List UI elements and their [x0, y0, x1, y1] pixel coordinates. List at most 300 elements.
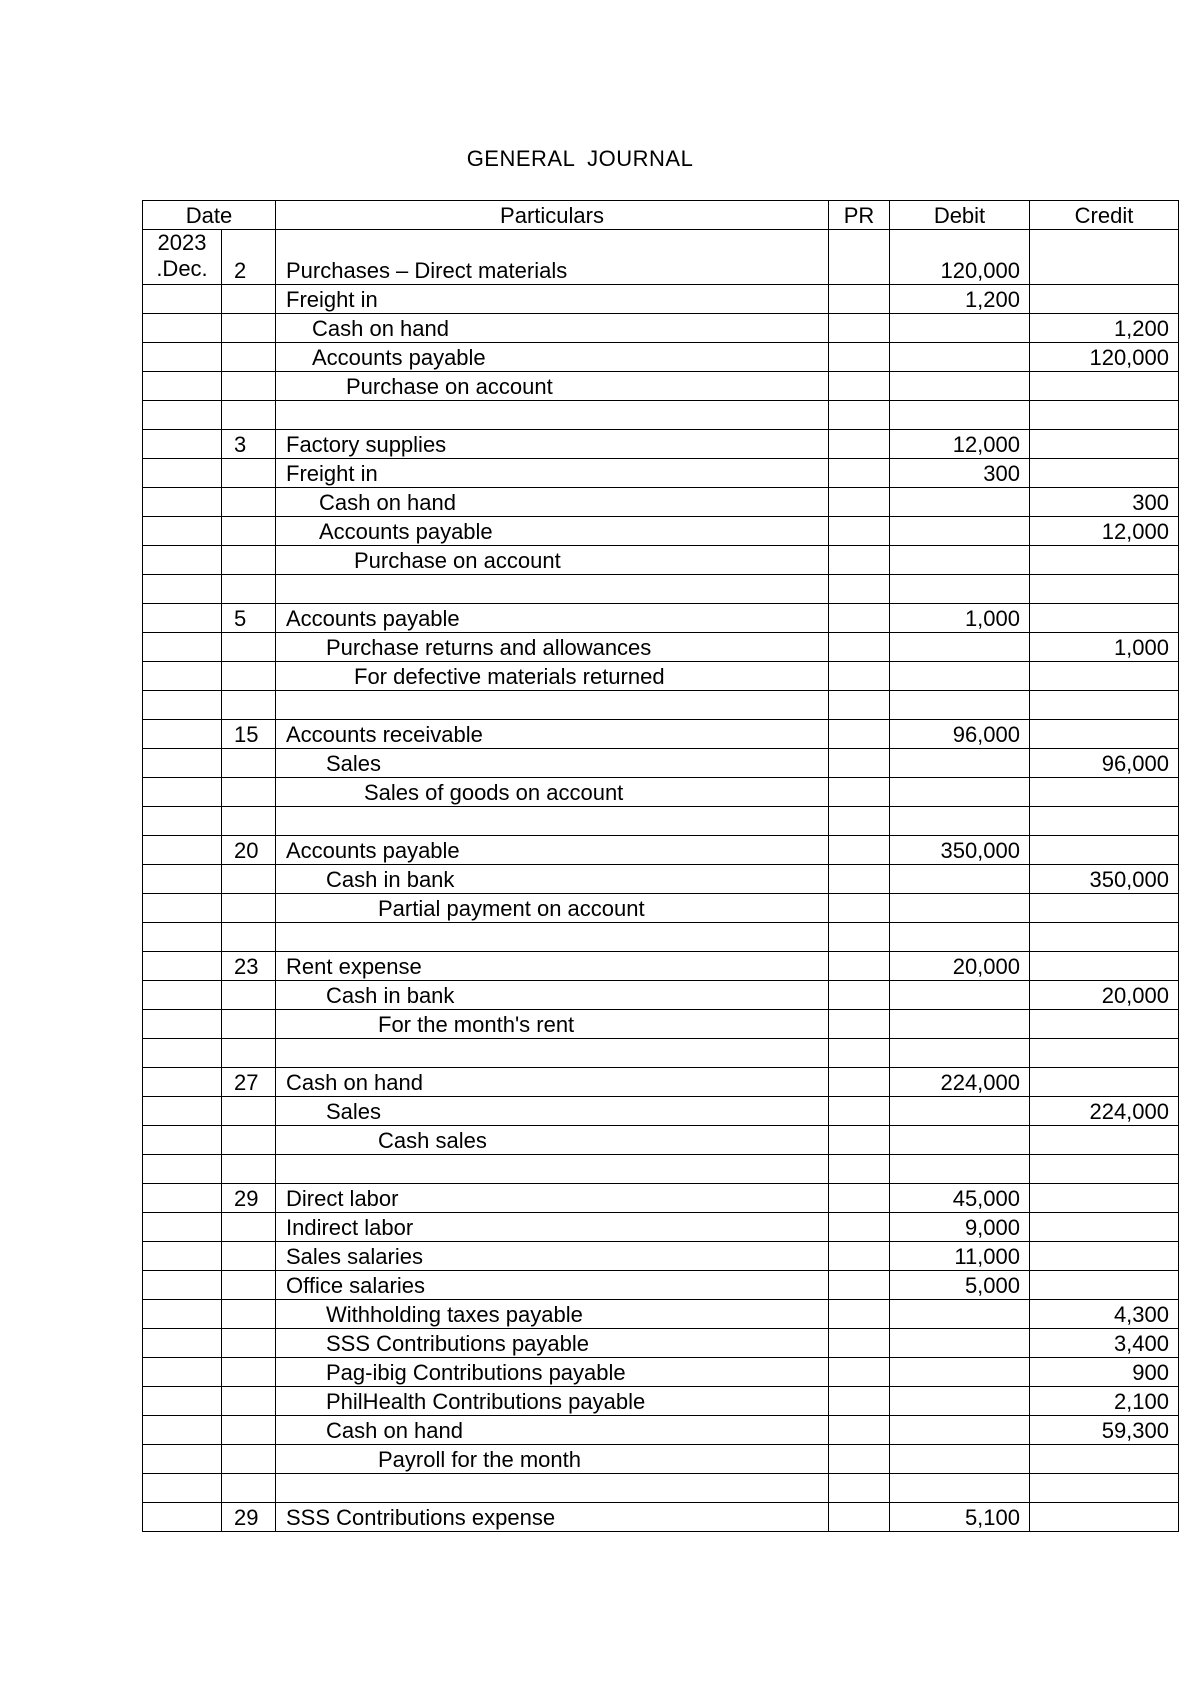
debit-cell: 20,000	[890, 952, 1030, 981]
journal-row	[143, 314, 1179, 343]
journal-row	[143, 981, 1179, 1010]
credit-cell	[1030, 923, 1179, 952]
journal-row	[143, 691, 1179, 720]
pr-cell	[829, 894, 890, 923]
pr-cell	[829, 401, 890, 430]
debit-cell	[890, 1416, 1030, 1445]
credit-cell	[1030, 401, 1179, 430]
pr-cell	[829, 1387, 890, 1416]
journal-row	[143, 459, 1179, 488]
day-cell	[222, 691, 276, 720]
particulars-cell	[276, 691, 829, 720]
journal-row	[143, 1039, 1179, 1068]
day-cell	[222, 981, 276, 1010]
pr-cell	[829, 1300, 890, 1329]
pr-cell	[829, 517, 890, 546]
day-cell	[222, 575, 276, 604]
credit-cell	[1030, 546, 1179, 575]
debit-cell: 12,000	[890, 430, 1030, 459]
credit-cell	[1030, 1242, 1179, 1271]
day-cell	[222, 1126, 276, 1155]
particulars-cell: Direct labor	[276, 1184, 829, 1213]
debit-cell: 120,000	[890, 230, 1030, 285]
particulars-cell: For defective materials returned	[276, 662, 829, 691]
pr-cell	[829, 749, 890, 778]
debit-cell	[890, 1039, 1030, 1068]
particulars-cell: Accounts payable	[276, 604, 829, 633]
debit-cell	[890, 343, 1030, 372]
day-cell	[222, 1097, 276, 1126]
particulars-cell: Rent expense	[276, 952, 829, 981]
day-cell: 27	[222, 1068, 276, 1097]
date-month-cell	[143, 1068, 222, 1097]
particulars-cell: Sales	[276, 749, 829, 778]
credit-cell: 300	[1030, 488, 1179, 517]
pr-cell	[829, 1474, 890, 1503]
particulars-cell: Cash on hand	[276, 1068, 829, 1097]
pr-cell	[829, 1213, 890, 1242]
header-credit: Credit	[1030, 201, 1179, 230]
particulars-cell: Purchases – Direct materials	[276, 230, 829, 285]
header-date: Date	[143, 201, 276, 230]
debit-cell	[890, 923, 1030, 952]
pr-cell	[829, 1445, 890, 1474]
header-particulars: Particulars	[276, 201, 829, 230]
debit-cell	[890, 1387, 1030, 1416]
particulars-cell	[276, 1155, 829, 1184]
day-cell	[222, 343, 276, 372]
pr-cell	[829, 778, 890, 807]
particulars-cell: Sales	[276, 1097, 829, 1126]
day-cell	[222, 807, 276, 836]
journal-row	[143, 488, 1179, 517]
pr-cell	[829, 836, 890, 865]
journal-row	[143, 1329, 1179, 1358]
particulars-cell: Pag-ibig Contributions payable	[276, 1358, 829, 1387]
journal-row	[143, 1126, 1179, 1155]
date-month-cell	[143, 952, 222, 981]
journal-row	[143, 372, 1179, 401]
journal-row	[143, 1416, 1179, 1445]
header-row	[143, 201, 1179, 230]
credit-cell: 12,000	[1030, 517, 1179, 546]
journal-row	[143, 720, 1179, 749]
debit-cell	[890, 488, 1030, 517]
date-month-cell	[143, 1126, 222, 1155]
journal-row	[143, 1271, 1179, 1300]
date-month-cell	[143, 720, 222, 749]
date-month-cell	[143, 1271, 222, 1300]
pr-cell	[829, 807, 890, 836]
particulars-cell: SSS Contributions expense	[276, 1503, 829, 1532]
date-month-cell	[143, 343, 222, 372]
day-cell	[222, 1474, 276, 1503]
date-month-cell	[143, 807, 222, 836]
header-debit: Debit	[890, 201, 1030, 230]
pr-cell	[829, 314, 890, 343]
credit-cell	[1030, 720, 1179, 749]
particulars-cell: Indirect labor	[276, 1213, 829, 1242]
credit-cell: 350,000	[1030, 865, 1179, 894]
pr-cell	[829, 981, 890, 1010]
day-cell	[222, 1445, 276, 1474]
date-month-cell	[143, 662, 222, 691]
date-month-cell	[143, 865, 222, 894]
pr-cell	[829, 1068, 890, 1097]
day-cell	[222, 1329, 276, 1358]
debit-cell: 5,100	[890, 1503, 1030, 1532]
pr-cell	[829, 1503, 890, 1532]
date-month-cell	[143, 1329, 222, 1358]
debit-cell	[890, 1358, 1030, 1387]
credit-cell: 96,000	[1030, 749, 1179, 778]
date-month-cell	[143, 604, 222, 633]
date-month-cell	[143, 981, 222, 1010]
day-cell: 3	[222, 430, 276, 459]
day-cell	[222, 401, 276, 430]
credit-cell	[1030, 1039, 1179, 1068]
day-cell: 20	[222, 836, 276, 865]
pr-cell	[829, 343, 890, 372]
journal-row	[143, 662, 1179, 691]
particulars-cell: Cash in bank	[276, 865, 829, 894]
pr-cell	[829, 1155, 890, 1184]
credit-cell	[1030, 691, 1179, 720]
date-month-cell	[143, 1213, 222, 1242]
journal-row	[143, 1242, 1179, 1271]
particulars-cell: Purchase on account	[276, 546, 829, 575]
credit-cell	[1030, 1445, 1179, 1474]
particulars-cell: Accounts payable	[276, 343, 829, 372]
journal-row	[143, 836, 1179, 865]
credit-cell	[1030, 372, 1179, 401]
credit-cell	[1030, 662, 1179, 691]
debit-cell: 350,000	[890, 836, 1030, 865]
particulars-cell: Cash on hand	[276, 314, 829, 343]
date-month-cell	[143, 633, 222, 662]
date-month-cell	[143, 1010, 222, 1039]
journal-row	[143, 952, 1179, 981]
particulars-cell: Partial payment on account	[276, 894, 829, 923]
debit-cell	[890, 1126, 1030, 1155]
particulars-cell: Freight in	[276, 285, 829, 314]
debit-cell	[890, 778, 1030, 807]
date-month-cell	[143, 459, 222, 488]
particulars-cell: Cash sales	[276, 1126, 829, 1155]
pr-cell	[829, 372, 890, 401]
debit-cell	[890, 372, 1030, 401]
debit-cell	[890, 749, 1030, 778]
credit-cell	[1030, 1474, 1179, 1503]
particulars-cell: Accounts receivable	[276, 720, 829, 749]
pr-cell	[829, 430, 890, 459]
debit-cell: 1,000	[890, 604, 1030, 633]
debit-cell	[890, 865, 1030, 894]
date-month-cell	[143, 778, 222, 807]
day-cell	[222, 1300, 276, 1329]
pr-cell	[829, 633, 890, 662]
journal-row	[143, 1387, 1179, 1416]
pr-cell	[829, 952, 890, 981]
debit-cell	[890, 691, 1030, 720]
credit-cell	[1030, 778, 1179, 807]
date-month-cell	[143, 836, 222, 865]
day-cell	[222, 1271, 276, 1300]
debit-cell	[890, 981, 1030, 1010]
credit-cell	[1030, 459, 1179, 488]
credit-cell: 2,100	[1030, 1387, 1179, 1416]
date-month: .Dec.	[156, 256, 208, 281]
date-month-cell	[143, 1155, 222, 1184]
date-month-cell	[143, 1184, 222, 1213]
journal-row	[143, 1474, 1179, 1503]
debit-cell	[890, 1474, 1030, 1503]
journal-row	[143, 865, 1179, 894]
journal-row	[143, 1097, 1179, 1126]
journal-row	[143, 1358, 1179, 1387]
journal-row	[143, 1068, 1179, 1097]
date-month-cell	[143, 401, 222, 430]
credit-cell	[1030, 1184, 1179, 1213]
debit-cell	[890, 807, 1030, 836]
debit-cell: 45,000	[890, 1184, 1030, 1213]
journal-row	[143, 604, 1179, 633]
day-cell	[222, 314, 276, 343]
day-cell	[222, 1358, 276, 1387]
particulars-cell: Cash on hand	[276, 1416, 829, 1445]
credit-cell	[1030, 1503, 1179, 1532]
journal-row	[143, 575, 1179, 604]
particulars-cell: Purchase on account	[276, 372, 829, 401]
credit-cell: 900	[1030, 1358, 1179, 1387]
debit-cell	[890, 662, 1030, 691]
journal-row	[143, 1213, 1179, 1242]
journal-row	[143, 633, 1179, 662]
date-month-cell	[143, 1039, 222, 1068]
debit-cell: 224,000	[890, 1068, 1030, 1097]
date-month-cell	[143, 488, 222, 517]
pr-cell	[829, 230, 890, 285]
particulars-cell: Purchase returns and allowances	[276, 633, 829, 662]
pr-cell	[829, 923, 890, 952]
particulars-cell	[276, 923, 829, 952]
credit-cell	[1030, 1010, 1179, 1039]
particulars-cell: Freight in	[276, 459, 829, 488]
journal-row	[143, 430, 1179, 459]
particulars-cell: Sales salaries	[276, 1242, 829, 1271]
particulars-cell: Sales of goods on account	[276, 778, 829, 807]
debit-cell	[890, 1010, 1030, 1039]
date-month-cell	[143, 517, 222, 546]
pr-cell	[829, 1416, 890, 1445]
pr-cell	[829, 865, 890, 894]
journal-row	[143, 807, 1179, 836]
pr-cell	[829, 1010, 890, 1039]
journal-row	[143, 1503, 1179, 1532]
day-cell	[222, 865, 276, 894]
debit-cell	[890, 1097, 1030, 1126]
header-pr: PR	[829, 201, 890, 230]
credit-cell: 3,400	[1030, 1329, 1179, 1358]
particulars-cell: Factory supplies	[276, 430, 829, 459]
general-journal-table	[142, 200, 1179, 1532]
date-month-cell	[143, 1387, 222, 1416]
day-cell	[222, 923, 276, 952]
journal-row	[143, 1155, 1179, 1184]
debit-cell	[890, 894, 1030, 923]
page-title: GENERAL JOURNAL	[466, 146, 694, 171]
credit-cell	[1030, 1126, 1179, 1155]
pr-cell	[829, 604, 890, 633]
journal-row	[143, 1445, 1179, 1474]
debit-cell: 96,000	[890, 720, 1030, 749]
particulars-cell: Cash in bank	[276, 981, 829, 1010]
particulars-cell: For the month's rent	[276, 1010, 829, 1039]
pr-cell	[829, 546, 890, 575]
credit-cell	[1030, 807, 1179, 836]
debit-cell	[890, 1329, 1030, 1358]
day-cell	[222, 1242, 276, 1271]
credit-cell	[1030, 604, 1179, 633]
journal-row	[143, 778, 1179, 807]
day-cell: 23	[222, 952, 276, 981]
pr-cell	[829, 1126, 890, 1155]
day-cell	[222, 546, 276, 575]
date-month-cell	[143, 546, 222, 575]
particulars-cell	[276, 807, 829, 836]
day-cell	[222, 488, 276, 517]
particulars-cell: SSS Contributions payable	[276, 1329, 829, 1358]
debit-cell	[890, 575, 1030, 604]
particulars-cell: Cash on hand	[276, 488, 829, 517]
day-cell: 29	[222, 1503, 276, 1532]
pr-cell	[829, 720, 890, 749]
debit-cell	[890, 517, 1030, 546]
journal-row	[143, 1184, 1179, 1213]
debit-cell: 5,000	[890, 1271, 1030, 1300]
credit-cell: 1,000	[1030, 633, 1179, 662]
date-month-cell	[143, 1097, 222, 1126]
debit-cell	[890, 401, 1030, 430]
credit-cell	[1030, 1155, 1179, 1184]
particulars-cell: Payroll for the month	[276, 1445, 829, 1474]
debit-cell: 11,000	[890, 1242, 1030, 1271]
day-cell: 29	[222, 1184, 276, 1213]
pr-cell	[829, 1358, 890, 1387]
date-month-cell	[143, 314, 222, 343]
journal-row	[143, 401, 1179, 430]
day-cell	[222, 633, 276, 662]
day-cell	[222, 662, 276, 691]
date-month-cell	[143, 1242, 222, 1271]
day-cell	[222, 285, 276, 314]
date-month-cell	[143, 1474, 222, 1503]
date-month-cell	[143, 923, 222, 952]
day-cell: 15	[222, 720, 276, 749]
pr-cell	[829, 1184, 890, 1213]
day-cell	[222, 1155, 276, 1184]
credit-cell	[1030, 894, 1179, 923]
credit-cell	[1030, 952, 1179, 981]
particulars-cell: Accounts payable	[276, 517, 829, 546]
date-month-cell	[143, 372, 222, 401]
debit-cell	[890, 1155, 1030, 1184]
credit-cell	[1030, 285, 1179, 314]
day-cell	[222, 1010, 276, 1039]
journal-row	[143, 1010, 1179, 1039]
particulars-cell: Accounts payable	[276, 836, 829, 865]
credit-cell	[1030, 230, 1179, 285]
debit-cell: 1,200	[890, 285, 1030, 314]
day-cell	[222, 1416, 276, 1445]
credit-cell: 20,000	[1030, 981, 1179, 1010]
day-cell	[222, 778, 276, 807]
date-month-cell	[143, 691, 222, 720]
date-month-cell	[143, 1445, 222, 1474]
journal-row	[143, 923, 1179, 952]
debit-cell	[890, 1300, 1030, 1329]
journal-row	[143, 285, 1179, 314]
particulars-cell: Office salaries	[276, 1271, 829, 1300]
pr-cell	[829, 285, 890, 314]
credit-cell	[1030, 836, 1179, 865]
particulars-cell	[276, 575, 829, 604]
pr-cell	[829, 1097, 890, 1126]
debit-cell	[890, 633, 1030, 662]
journal-row	[143, 230, 1179, 285]
credit-cell	[1030, 1068, 1179, 1097]
particulars-cell	[276, 1039, 829, 1068]
journal-row	[143, 343, 1179, 372]
date-month-cell	[143, 1300, 222, 1329]
particulars-cell	[276, 401, 829, 430]
journal-row	[143, 546, 1179, 575]
day-cell	[222, 1213, 276, 1242]
date-month-cell	[143, 894, 222, 923]
day-cell	[222, 372, 276, 401]
date-month-cell	[143, 749, 222, 778]
credit-cell	[1030, 1213, 1179, 1242]
credit-cell: 1,200	[1030, 314, 1179, 343]
credit-cell	[1030, 430, 1179, 459]
date-month-cell	[143, 575, 222, 604]
day-cell	[222, 894, 276, 923]
day-cell	[222, 459, 276, 488]
date-month-cell	[143, 430, 222, 459]
date-month-cell	[143, 1416, 222, 1445]
particulars-cell: Withholding taxes payable	[276, 1300, 829, 1329]
pr-cell	[829, 1242, 890, 1271]
date-month-cell	[143, 1358, 222, 1387]
journal-row	[143, 749, 1179, 778]
date-month-cell	[143, 285, 222, 314]
credit-cell: 120,000	[1030, 343, 1179, 372]
particulars-cell	[276, 1474, 829, 1503]
pr-cell	[829, 1271, 890, 1300]
pr-cell	[829, 1329, 890, 1358]
debit-cell	[890, 314, 1030, 343]
debit-cell	[890, 1445, 1030, 1474]
debit-cell: 300	[890, 459, 1030, 488]
credit-cell: 4,300	[1030, 1300, 1179, 1329]
particulars-cell: PhilHealth Contributions payable	[276, 1387, 829, 1416]
day-cell: 5	[222, 604, 276, 633]
day-cell	[222, 517, 276, 546]
debit-cell: 9,000	[890, 1213, 1030, 1242]
journal-row	[143, 1300, 1179, 1329]
credit-cell: 59,300	[1030, 1416, 1179, 1445]
pr-cell	[829, 1039, 890, 1068]
